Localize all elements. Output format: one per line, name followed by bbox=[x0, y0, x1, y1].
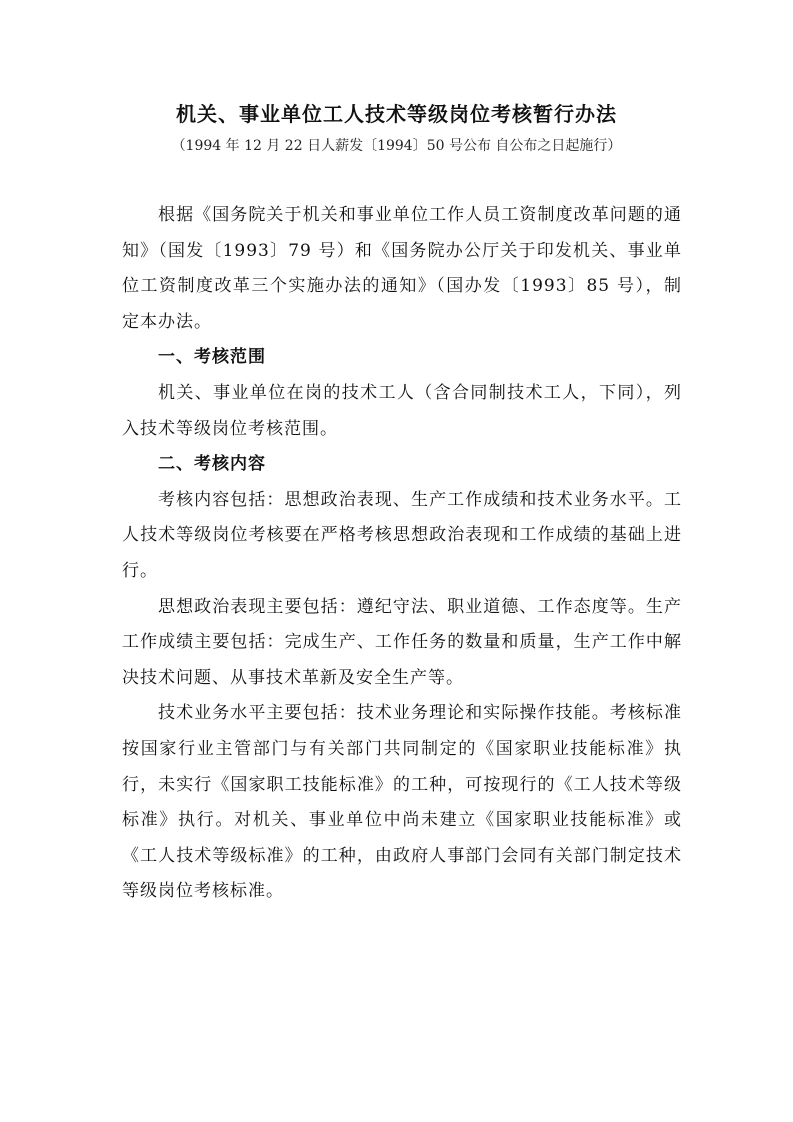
section-heading-scope: 一、考核范围 bbox=[158, 347, 266, 368]
paragraph-scope: 机关、事业单位在岗的技术工人（含合同制技术工人，下同），列入技术等级岗位考核范围。 bbox=[122, 382, 682, 439]
paragraph-content-2: 思想政治表现主要包括：遵纪守法、职业道德、工作态度等。生产工作成绩主要包括：完成生产、工作任务的数量和质量，生产工作中解决技术问题、从事技术革新及安全生产等。 bbox=[122, 596, 682, 688]
paragraph-content-1: 考核内容包括：思想政治表现、生产工作成绩和技术业务水平。工人技术等级岗位考核要在严格考核思想政治表现和工作成绩的基础上进行。 bbox=[122, 489, 682, 581]
paragraph-content-3: 技术业务水平主要包括：技术业务理论和实际操作技能。考核标准按国家行业主管部门与有关部门共同制定的《国家职业技能标准》执行，未实行《国家职工技能标准》的工种，可按现行的《工人技术等级标准》执行。对机关、事业单位中尚未建立《国家职业技能标准》或《工人技术等级标准》的工种，由政府人事部门会同有关部门制定技术等级岗位考核标准。 bbox=[122, 703, 682, 902]
document-subtitle: （1994 年 12 月 22 日人薪发〔1994〕50 号公布 自公布之日起施行） bbox=[171, 138, 622, 154]
section-heading-content: 二、考核内容 bbox=[158, 454, 266, 475]
document-title: 机关、事业单位工人技术等级岗位考核暂行办法 bbox=[176, 102, 617, 126]
intro-paragraph: 根据《国务院关于机关和事业单位工作人员工资制度改革问题的通知》（国发〔1993〕79 号）和《国务院办公厅关于印发机关、事业单位工资制度改革三个实施办法的通知》（国办发〔1993〕85 号），制定本办法。 bbox=[122, 205, 682, 332]
document-body bbox=[122, 198, 682, 910]
